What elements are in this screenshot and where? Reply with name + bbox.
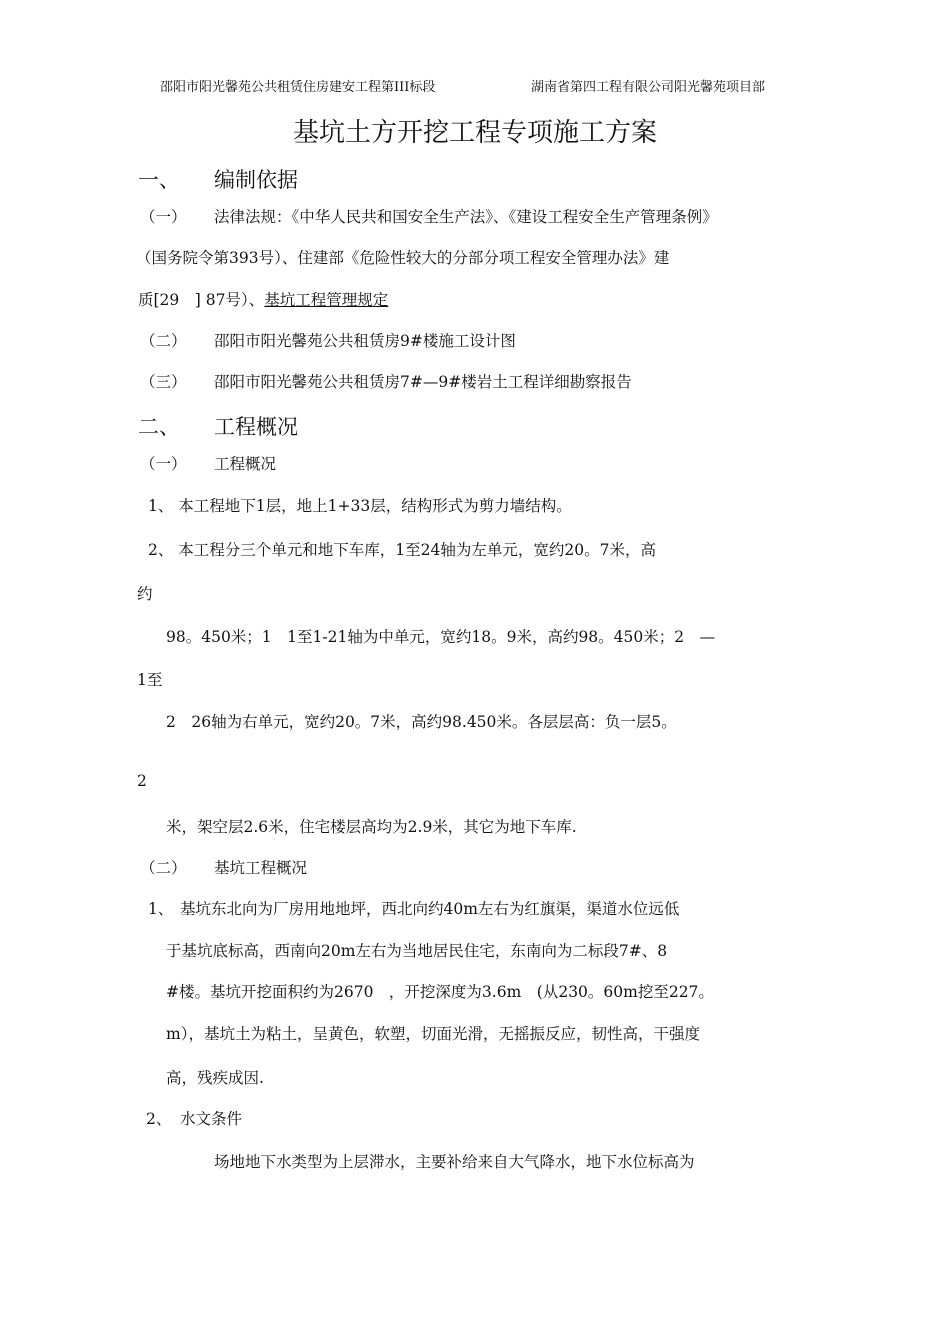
item1-line3-text: 质[29 ] 87号）、	[138, 291, 265, 309]
pit-para1-line1: 基坑东北向为厂房用地地坪，西北向约40m左右为红旗渠，渠道水位远低	[180, 900, 680, 918]
section1-number: 一、	[138, 168, 180, 192]
overview-para5: 2	[137, 772, 147, 790]
overview-para3-wrap: 1至	[137, 671, 163, 689]
pit-para2-number: 2、	[146, 1110, 172, 1128]
header-right: 湖南省第四工程有限公司阳光馨苑项目部	[531, 80, 766, 95]
overview-para6: 米，架空层2.6米，住宅楼层高均为2.9米，其它为地下车库.	[166, 818, 577, 836]
overview-para2-wrap: 约	[137, 585, 153, 603]
overview-para3: 98。450米；1 1至1-21轴为中单元，宽约18。9米，高约98。450米；2 —	[166, 628, 716, 646]
item1-line3	[138, 288, 388, 310]
item1-line2: （国务院令第393号）、住建部《危险性较大的分部分项工程安全管理办法》建	[136, 249, 670, 267]
pit-para1-line4: m），基坑土为粘土，呈黄色，软塑，切面光滑，无摇振反应，韧性高，干强度	[166, 1025, 700, 1043]
item1-line3-underlined: 基坑工程管理规定	[264, 291, 389, 309]
item2-text: 邵阳市阳光馨苑公共租赁房9#楼施工设计图	[214, 332, 516, 350]
section2-number: 二、	[138, 415, 180, 439]
pit-para1-line3: #楼。基坑开挖面积约为2670 ，开挖深度为3.6m (从230。60m挖至227。	[166, 983, 714, 1001]
section1-title: 编制依据	[214, 168, 298, 192]
item1-number: （一）	[140, 208, 187, 226]
pit-para1-number: 1、	[148, 900, 174, 918]
sub1-title: 工程概况	[214, 455, 277, 473]
header-left: 邵阳市阳光馨苑公共租赁住房建安工程第III标段	[160, 80, 436, 95]
sub1-number: （一）	[140, 455, 187, 473]
pit-para2-title: 水文条件	[180, 1110, 243, 1128]
overview-para4: 2 26轴为右单元，宽约20。7米，高约98.450米。各层层高：负一层5。	[166, 713, 677, 731]
document-title: 基坑土方开挖工程专项施工方案	[292, 118, 657, 148]
sub2-title: 基坑工程概况	[214, 859, 308, 877]
overview-para2: 2、 本工程分三个单元和地下车库，1至24轴为左单元，宽约20。7米，高	[148, 541, 656, 559]
sub2-number: （二）	[140, 859, 187, 877]
pit-para1-line2: 于基坑底标高，西南向20m左右为当地居民住宅，东南向为二标段7#、8	[166, 942, 668, 960]
pit-para2-text: 场地地下水类型为上层滞水，主要补给来自大气降水，地下水位标高为	[214, 1153, 695, 1171]
item3-text: 邵阳市阳光馨苑公共租赁房7#—9#楼岩土工程详细勘察报告	[214, 373, 632, 391]
item1-line1: 法律法规：《中华人民共和国安全生产法》、《建设工程安全生产管理条例》	[214, 208, 718, 226]
overview-para1: 1、 本工程地下1层，地上1+33层，结构形式为剪力墙结构。	[148, 497, 572, 515]
item2-number: （二）	[140, 332, 187, 350]
item3-number: （三）	[140, 373, 187, 391]
pit-para1-line5: 高，残疾成因.	[166, 1069, 264, 1087]
section2-title: 工程概况	[214, 415, 298, 439]
